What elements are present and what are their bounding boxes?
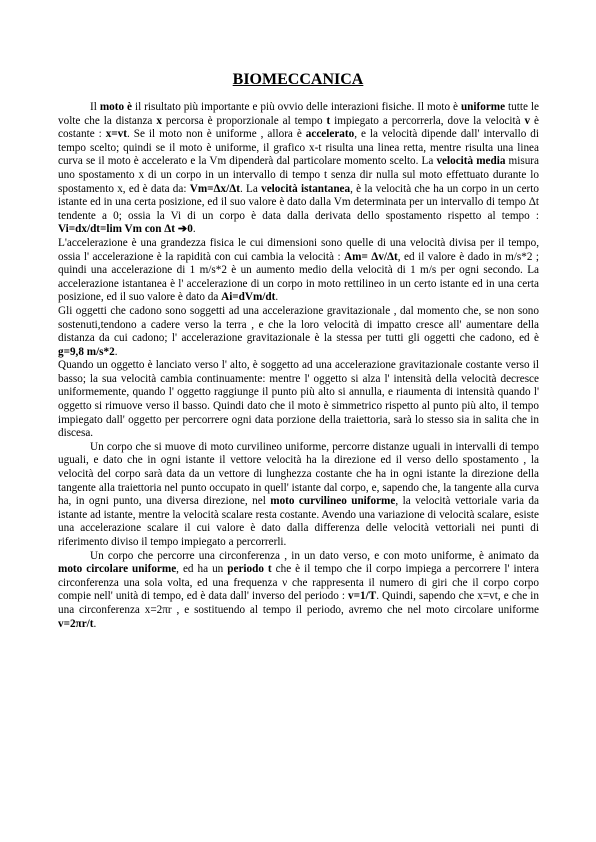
- bold-term: velocità media: [436, 155, 506, 168]
- bold-term: v=2πr/t: [58, 617, 94, 630]
- text-run: L'accelerazione è una grandezza fisica le cui dimensioni sono quelle di una velocità divisa per il tempo, ossia l' accelerazione è la rapidità con cui cambia la velocità :: [58, 236, 539, 263]
- bold-term: v: [524, 114, 531, 127]
- bold-term: v=1/T: [348, 590, 377, 603]
- bold-term: uniforme: [460, 101, 506, 113]
- paragraph: [58, 305, 539, 359]
- bold-term: t: [326, 114, 331, 127]
- text-run: che è il tempo che il corpo impiega a percorrere l' intera circonferenza una sola volta, ed una frequenza ν che rappresenta il numero di giri che il corpo corpo compie nell' unità di tempo, ed è data dall' inverso del periodo :: [58, 563, 539, 603]
- bold-term: accelerato: [305, 128, 355, 141]
- text-run: Gli oggetti che cadono sono soggetti ad una accelerazione gravitazionale , dal momento che, se non sono sostenuti,tendono a cadere verso la terra , e che la loro velocità di impatto cresce all' aumentare della distanza da cui cadono; l' accelerazione gravitazionale è la stessa per tutti gli oggetti che cadono, ed è: [58, 304, 539, 345]
- text-run: Un corpo che percorre una circonferenza , in un dato verso, e con moto uniforme, è animato da: [90, 549, 539, 562]
- bold-term: velocità istantanea: [261, 182, 351, 195]
- bold-term: Vi=dx/dt=lim Vm con Δt ➔0: [58, 223, 193, 236]
- text-run: , e la velocità dipende dall' intervallo di tempo scelto; quindi se il moto è uniforme, il grafico x-t risulta una linea retta, mentre risulta una linea curva se il moto è accelerato e la Vm dipenderà dal particolare momento scelto. La: [58, 128, 539, 168]
- text-run: , ed il valore è dado in m/s*2 ; quindi una accelerazione di 1 m/s*2 è un aumento medio della velocità di 1 m/s per ogni secondo. La accelerazione istantanea è l' accelerazione di un corpo in moto rettilineo in un certo istante ed in una certa posizione, ed il suo valore è dato da: [58, 250, 540, 304]
- text-run: , la velocità vettoriale varia da istante ad istante, mentre la velocità scalare resta costante. Avendo una variazione di velocità scalare, esiste una accelerazione scalare il cui valore è dato dalla differenza delle velocità vettoriali nei punti di riferimento diviso il tempo impiegato a percorrerli.: [58, 495, 539, 548]
- bold-term: moto è: [99, 101, 132, 113]
- text-run: percorsa è proporzionale al tempo: [161, 114, 327, 127]
- text-run: . Quindi, sapendo che x=vt, e che in una circonferenza x=2πr , e sostituendo al tempo il periodo, avremo che nel moto circolare uniforme: [58, 590, 539, 616]
- text-run: il risultato più importante e più ovvio delle interazioni fisiche. Il moto è: [131, 101, 461, 113]
- text-run: . La: [239, 182, 262, 195]
- bold-term: x: [156, 114, 162, 127]
- text-run: tutte le volte che la distanza: [58, 101, 539, 127]
- paragraph: [58, 237, 539, 305]
- text-run: Il: [90, 101, 100, 113]
- text-run: , è la velocità che ha un corpo in un certo istante ed in una certa posizione, ed il suo valore è dato dalla Vm determinata per un intervallo di tempo Δt tendente a 0; ossia la Vi di un corpo è data dalla derivata dello spostamento rispetto al tempo :: [58, 182, 539, 222]
- bold-term: Vm=Δx/Δt: [189, 182, 240, 195]
- text-run: impiegato a percorrerla, dove la velocità: [330, 114, 525, 127]
- bold-term: moto curvilineo uniforme: [270, 495, 396, 508]
- text-run: Un corpo che si muove di moto curvilineo uniforme, percorre distanze uguali in intervalli di tempo uguali, e dato che in ogni istante il vettore velocità ha la direzione ed il verso dello spostamento , la velocità del corpo sarà data da un vettore di lunghezza costante che ha in ogni istante la direzione della tangente alla traiettoria nel punto occupato in quell' istante dal corpo, e, sapendo che, la tangente alla curva ha, in ogni punto, una diversa direzione, nel: [58, 440, 539, 508]
- bold-term: Am= Δv/Δt: [344, 250, 398, 263]
- text-run: . Se il moto non è uniforme , allora è: [126, 128, 306, 141]
- paragraph: [58, 359, 539, 441]
- paragraph: [58, 101, 539, 237]
- paragraph: [58, 550, 539, 632]
- bold-term: Ai=dVm/dt: [221, 291, 276, 304]
- text-run: misura uno spostamento x di un corpo in un intervallo di tempo t senza dir nulla sul moto effettuato durante lo spostamento x, ed è data da:: [58, 155, 539, 195]
- paragraph: [58, 441, 539, 550]
- text-run: , ed ha un: [176, 563, 228, 576]
- text-run: .: [275, 291, 279, 304]
- bold-term: x=vt: [105, 128, 127, 141]
- bold-term: g=9,8 m/s*2: [58, 345, 115, 358]
- document-title: BIOMECCANICA: [232, 71, 364, 88]
- document-body: [58, 101, 539, 631]
- text-run: è costante :: [58, 114, 540, 141]
- text-run: .: [192, 223, 196, 236]
- text-run: .: [93, 617, 97, 630]
- bold-term: periodo t: [227, 563, 272, 576]
- bold-term: moto circolare uniforme: [58, 563, 177, 576]
- text-run: .: [114, 345, 118, 358]
- text-run: Quando un oggetto è lanciato verso l' alto, è soggetto ad una accelerazione gravitazionale costante verso il basso; la sua velocità cambia continuamente: mentre l' oggetto si alza l' intensità della velocità decresce uniformemente, quando l' oggetto raggiunge il punto più alto si annulla, e riaumenta di intensità quando l' oggetto si rimuove verso il basso. Quindi dato che il moto è simmetrico rispetto al punto più alto, il tempo impiegato dall' oggetto per percorrere ogni data porzione della traiettoria, sarà lo stesso sia in salita che in discesa.: [58, 359, 539, 440]
